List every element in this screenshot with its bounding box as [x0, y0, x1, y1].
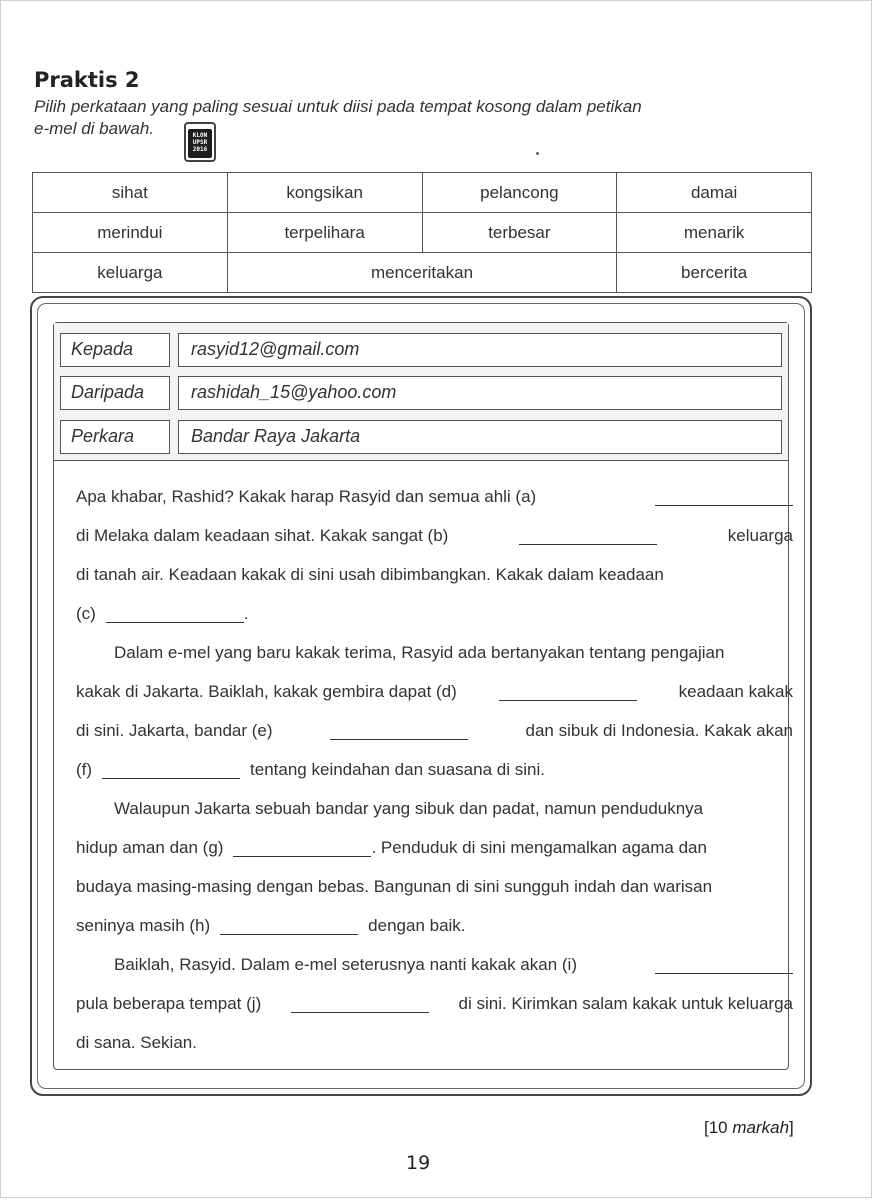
badge-line-3: 2016: [192, 146, 208, 153]
passage-line: (c) .: [76, 604, 249, 623]
klon-upsr-badge-icon: [184, 122, 216, 162]
passage-line: di sana. Sekian.: [76, 1033, 197, 1052]
badge-line-2: UPSR: [192, 139, 208, 146]
from-label: Daripada: [60, 376, 170, 410]
word-bank-table: [32, 172, 812, 293]
passage-line: di Melaka dalam keadaan sihat. Kakak sangat (b) keluarga: [76, 526, 793, 545]
word-cell: sihat: [33, 173, 228, 213]
email-frame: [30, 296, 812, 1096]
word-bank-row: [33, 213, 812, 253]
passage-line: budaya masing-masing dengan bebas. Bangunan di sini sungguh indah dan warisan: [76, 877, 713, 896]
from-field: rashidah_15@yahoo.com: [178, 376, 782, 410]
blank-f[interactable]: [102, 762, 240, 779]
badge-line-1: KLON: [192, 132, 208, 139]
word-cell: terbesar: [422, 213, 617, 253]
subject-field: Bandar Raya Jakarta: [178, 420, 782, 454]
blank-g[interactable]: [233, 840, 371, 857]
instruction-line-1: Pilih perkataan yang paling sesuai untuk diisi pada tempat kosong dalam petikan: [34, 97, 642, 116]
word-bank-row: [33, 173, 812, 213]
word-cell: terpelihara: [227, 213, 422, 253]
subject-label: Perkara: [60, 420, 170, 454]
blank-i[interactable]: [655, 957, 793, 974]
blank-e[interactable]: [330, 723, 468, 740]
word-cell: merindui: [33, 213, 228, 253]
passage-line: (f) tentang keindahan dan suasana di sini.: [76, 760, 545, 779]
word-cell: bercerita: [617, 253, 812, 293]
blank-a[interactable]: [655, 489, 793, 506]
passage-line: kakak di Jakarta. Baiklah, kakak gembira dapat (d) keadaan kakak: [76, 682, 793, 701]
to-label: Kepada: [60, 333, 170, 367]
instruction-text: [34, 96, 794, 140]
word-cell: keluarga: [33, 253, 228, 293]
word-bank-row: [33, 253, 812, 293]
word-cell: kongsikan: [227, 173, 422, 213]
email-header: [54, 323, 788, 461]
to-field: rasyid12@gmail.com: [178, 333, 782, 367]
word-cell: pelancong: [422, 173, 617, 213]
word-cell: menceritakan: [227, 253, 617, 293]
instruction-line-2: e-mel di bawah.: [34, 119, 155, 138]
marks-label: [10 markah]: [704, 1118, 794, 1137]
blank-j[interactable]: [291, 996, 429, 1013]
passage-line: pula beberapa tempat (j) di sini. Kirimkan salam kakak untuk keluarga: [76, 994, 793, 1013]
passage-line: Apa khabar, Rashid? Kakak harap Rasyid dan semua ahli (a): [76, 485, 793, 509]
passage-line: hidup aman dan (g) . Penduduk di sini mengamalkan agama dan: [76, 838, 707, 857]
passage-line: Walaupun Jakarta sebuah bandar yang sibuk dan padat, namun penduduknya: [114, 799, 704, 818]
word-cell: menarik: [617, 213, 812, 253]
word-cell: damai: [617, 173, 812, 213]
blank-b[interactable]: [519, 528, 657, 545]
page-title: Praktis 2: [34, 68, 140, 92]
stray-mark: [536, 152, 539, 155]
email-panel: [53, 322, 793, 1070]
passage-line: di tanah air. Keadaan kakak di sini usah dibimbangkan. Kakak dalam keadaan: [76, 565, 664, 584]
passage-line: di sini. Jakarta, bandar (e) dan sibuk di Indonesia. Kakak akan: [76, 721, 793, 740]
passage-line: Dalam e-mel yang baru kakak terima, Rasyid ada bertanyakan tentang pengajian: [114, 643, 725, 662]
page-number: 19: [406, 1152, 431, 1174]
passage-line: seninya masih (h) dengan baik.: [76, 916, 466, 935]
passage-line: Baiklah, Rasyid. Dalam e-mel seterusnya nanti kakak akan (i): [76, 953, 793, 977]
blank-d[interactable]: [499, 684, 637, 701]
blank-c[interactable]: [106, 606, 244, 623]
blank-h[interactable]: [220, 918, 358, 935]
